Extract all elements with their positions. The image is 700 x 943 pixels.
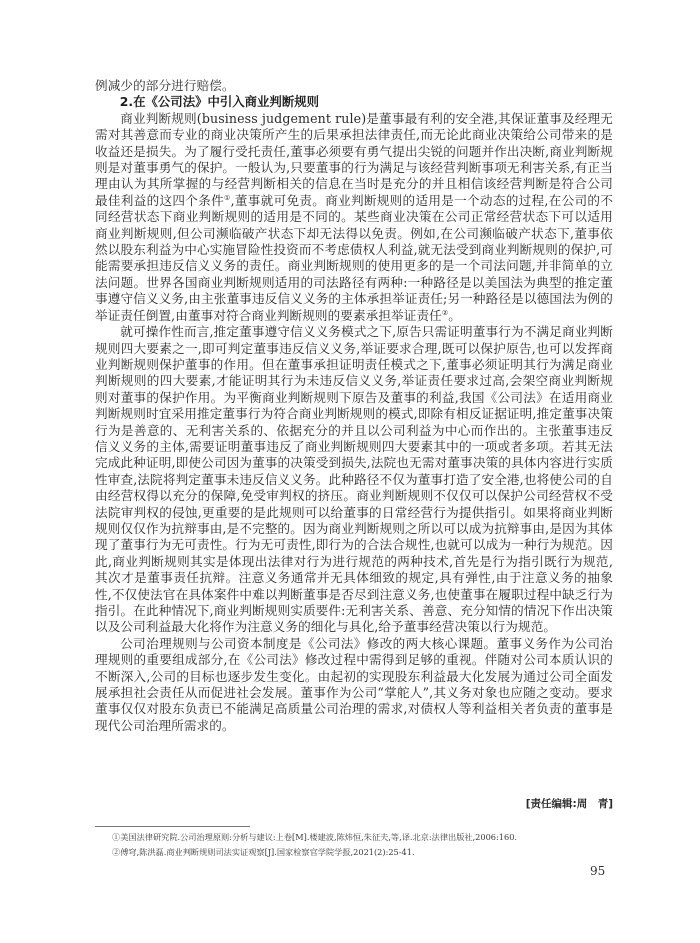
responsible-editor: [责任编辑:周 青] — [525, 798, 613, 810]
article-body — [95, 78, 613, 734]
body-paragraph-business-judgement-rule — [95, 111, 613, 324]
paragraph-text: ,董事就可免责。商业判断规则的适用是一个动态的过程,在公司的不同经营状态下商业判断规则的适用是不同的。某些商业决策在公司正常经营状态下可以适用商业判断规则,但公司濒临破产状态下却无法得以免责。例如,在公司濒临破产状态下,董事依然以股东利益为中心实施冒险性投资而不考虑债权人利益,就无法受到商业判断规则的保护,可能需要承担违反信义义务的责任。商业判断规则的使用更多的是一个司法问题,并非简单的立法问题。世界各国商业判断规则适用的司法路径有两种:一种路径是以美国法为典型的推定董事遵守信义义务,由主张董事违反信义义务的主体承担举证责任;另一种路径是以德国法为例的举证责任倒置,由董事对符合商业判断规则的要素承担举证责任 — [95, 192, 614, 323]
footnote-ref-2[interactable]: ② — [441, 308, 449, 317]
footnote-1: ①美国法律研究院.公司治理原则:分析与建议:上卷[M].楼建波,陈炜恒,朱征夫,等,译.北京:法律出版社,2006:160. — [112, 832, 518, 842]
page-number: 95 — [590, 864, 606, 878]
body-paragraph-corporate-governance — [95, 636, 613, 734]
continuation-paragraph: 例减少的部分进行赔偿。 — [95, 78, 235, 93]
paragraph-text: 公司治理规则与公司资本制度是《公司法》修改的两大核心课题。董事义务作为公司治理规则的重要组成部分,在《公司法》修改过程中需得到足够的重视。伴随对公司本质认识的不断深入,公司的目标也逐步发生变化。由起初的实现股东利益最大化发展为通过公司全面发展承担社会责任从而促进社会发展。董事作为公司“掌舵人”,其义务对象也应随之变动。要求董事仅仅对股东负责已不能满足高质量公司治理的需求,对债权人等利益相关者负责的董事是现代公司治理所需求的。 — [95, 635, 613, 733]
footnote-ref-1[interactable]: ① — [223, 193, 231, 202]
paragraph-text: 就可操作性而言,推定董事遵守信义义务模式之下,原告只需证明董事行为不满足商业判断规则四大要素之一,即可判定董事违反信义义务,举证要求合理,既可以保护原告,也可以发挥商业判断规则保护董事的作用。但在董事承担证明责任模式之下,董事必须证明其行为满足商业判断规则的四大要素,才能证明其行为未违反信义义务,举证责任要求过高,会架空商业判断规则对董事的保护作用。为平衡商业判断规则下原告及董事的利益,我国《公司法》在适用商业判断规则时宜采用推定董事行为符合商业判断规则的模式,即除有相反证据证明,推定董事决策行为是善意的、无利害关系的、依据充分的并且以公司利益为中心而作出的。主张董事违反信义义务的主体,需要证明董事违反了商业判断规则四大要素其中的一项或者多项。若其无法完成此种证明,即使公司因为董事的决策受到损失,法院也无需对董事决策的具体内容进行实质性审查,法院将判定董事未违反信义义务。此种路径不仅为董事打造了安全港,也将使公司的自由经营权得以充分的保障,免受审判权的挤压。商业判断规则不仅仅可以保护公司经营权不受法院审判权的侵蚀,更重要的是此规则可以给董事的日常经营行为提供指引。如果将商业判断规则仅仅作为抗辩事由,是不完整的。因为商业判断规则之所以可以成为抗辩事由,是因为其体现了董事行为无可责性。行为无可责性,即行为的合法合规性,也就可以成为一种行为规范。因此,商业判断规则其实是体现出法律对行为进行规范的两种技术,首先是行为指引既行为规范,其次才是董事责任抗辩。注意义务通常并无具体细致的规定,具有弹性,由于注意义务的抽象性,不仅使法官在具体案件中难以判断董事是否尽到注意义务,也使董事在履职过程中缺乏行为指引。在此种情况下,商业判断规则实质要件:无利害关系、善意、充分知情的情况下作出决策以及公司利益最大化将作为注意义务的细化与具化,给予董事经营决策以行为规范。 — [95, 324, 613, 635]
footnotes — [112, 830, 612, 860]
paragraph-text: 。 — [448, 307, 461, 323]
paragraph-text: 商业判断规则(business judgement rule)是董事最有利的安全港,其保证董事及经理无需对其善意而专业的商业决策所产生的后果承担法律责任,而无论此商业决策给公司带来的是收益还是损失。为了履行受托责任,董事必须要有勇气提出尖锐的问题并作出决断,商业判断规则是对董事勇气的保护。一般认为,只要董事的行为满足与该经营判断事项无利害关系,有正当理由认为其所掌握的与经营判断相关的信息在当时是充分的并且相信该经营判断是符合公司最佳利益的这四个条件 — [95, 110, 613, 208]
footnote-2: ②傅穹,陈洪磊.商业判断规则司法实证观察[J].国家检察官学院学报,2021(2):25-41. — [112, 847, 415, 857]
section-heading: 2.在《公司法》中引入商业判断规则 — [119, 94, 319, 110]
body-paragraph-operability — [95, 324, 613, 636]
footnote-divider — [95, 826, 250, 827]
